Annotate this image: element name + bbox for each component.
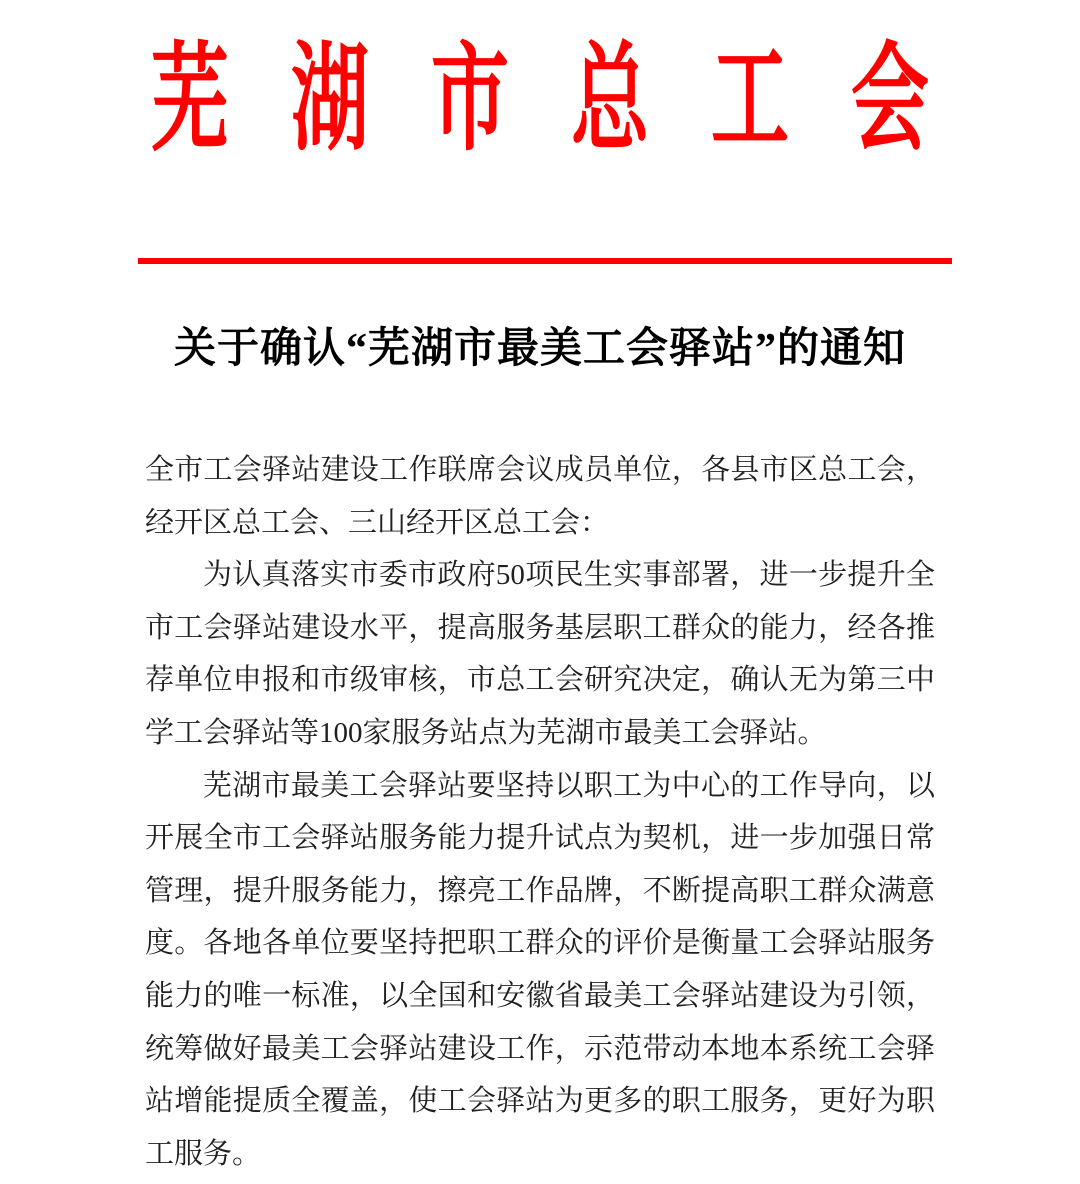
- notice-title: 关于确认“芜湖市最美工会驿站”的通知: [173, 326, 906, 372]
- salutation-line: 全市工会驿站建设工作联席会议成员单位，各县市区总工会，经开区总工会、三山经开区总工会：: [145, 454, 935, 539]
- body-paragraph-2: 芜湖市最美工会驿站要坚持以职工为中心的工作导向，以开展全市工会驿站服务能力提升试点为契机，进一步加强日常管理，提升服务能力，擦亮工作品牌，不断提高职工群众满意度。各地各单位要坚持把职工群众的评价是衡量工会驿站服务能力的唯一标准，以全国和安徽省最美工会驿站建设为引领，统筹做好最美工会驿站建设工作，示范带动本地本系统工会驿站增能提质全覆盖，使工会驿站为更多的职工服务，更好为职工服务。: [145, 769, 935, 1170]
- notice-body: [145, 444, 935, 1180]
- letterhead-org-name: 芜湖市总工会: [150, 34, 991, 165]
- body-paragraph-1: 为认真落实市委市政府50项民生实事部署，进一步提升全市工会驿站建设水平，提高服务基层职工群众的能力，经各推荐单位申报和市级审核，市总工会研究决定，确认无为第三中学工会驿站等100家服务站点为芜湖市最美工会驿站。: [145, 559, 935, 749]
- letterhead-divider-line: [138, 258, 952, 264]
